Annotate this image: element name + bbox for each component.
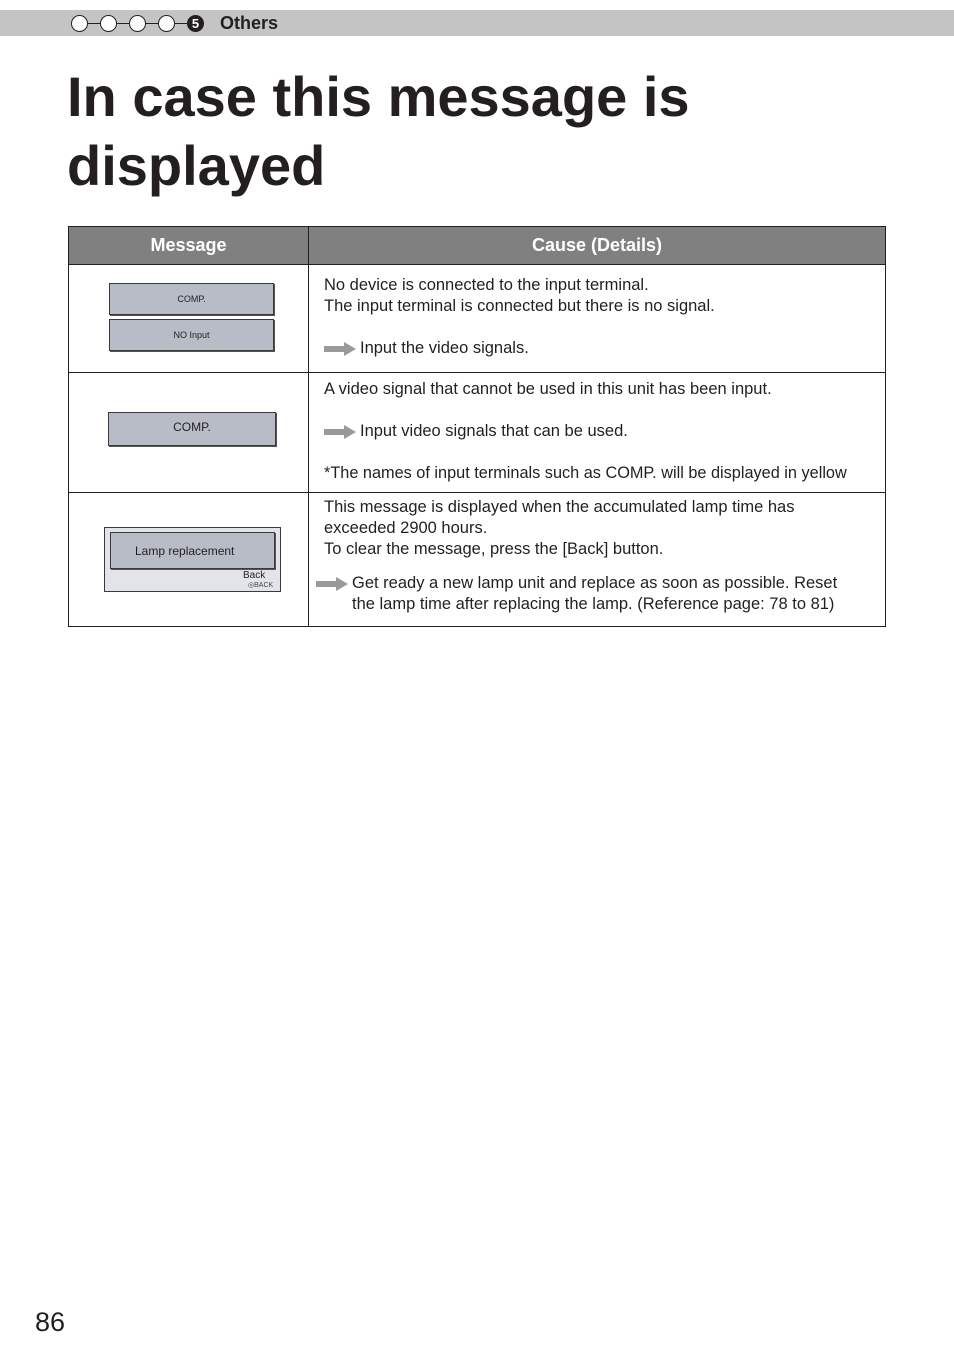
- step-circle: [158, 15, 175, 32]
- osd-lamp-dialog: [104, 527, 281, 592]
- osd-no-input-message: [109, 319, 274, 351]
- cause-cell: [309, 265, 886, 373]
- table-row: [69, 493, 886, 627]
- osd-input-label: [108, 412, 276, 446]
- cause-text: A video signal that cannot be used in this unit has been input.: [324, 380, 772, 398]
- cause-text: The input terminal is connected but there is no signal.: [324, 297, 715, 315]
- step-connector: [88, 23, 100, 24]
- section-name: Others: [220, 13, 279, 33]
- step-circle: [100, 15, 117, 32]
- arrow-right-icon: [324, 425, 356, 439]
- osd-lamp-message: [110, 532, 275, 569]
- cause-text: No device is connected to the input terminal.: [324, 276, 649, 294]
- step-circle: [71, 15, 88, 32]
- osd-text: COMP.: [173, 420, 211, 434]
- osd-back-label: Back: [243, 570, 266, 581]
- osd-text: Lamp replacement: [135, 543, 235, 558]
- note-text: *The names of input terminals such as COMP. will be displayed in yellow: [324, 464, 847, 482]
- osd-input-label: [109, 283, 274, 315]
- message-cell: [69, 493, 309, 627]
- column-header-message: Message: [69, 227, 309, 265]
- cause-text: To clear the message, press the [Back] button.: [324, 540, 664, 558]
- arrow-right-icon: [324, 342, 356, 356]
- step-circle: [129, 15, 146, 32]
- cause-text: This message is displayed when the accumulated lamp time has exceeded 2900 hours.: [324, 498, 795, 537]
- page-title: In case this message is displayed: [67, 65, 690, 197]
- action-line: [324, 338, 879, 359]
- chapter-step-indicator: [71, 12, 204, 34]
- step-connector: [146, 23, 158, 24]
- table-row: [69, 373, 886, 493]
- step-circle-active: 5: [187, 15, 204, 32]
- page-number: 86: [35, 1307, 66, 1337]
- message-cell: [69, 265, 309, 373]
- action-line: [324, 421, 879, 442]
- message-cell: [69, 373, 309, 493]
- action-text: Input video signals that can be used.: [360, 422, 628, 440]
- cause-cell: [309, 493, 886, 627]
- chapter-header-band: [0, 10, 954, 36]
- action-text: Input the video signals.: [360, 339, 529, 357]
- table-row: [69, 265, 886, 373]
- table-header-row: [69, 227, 886, 265]
- cause-cell: [309, 373, 886, 493]
- action-line: [316, 573, 879, 615]
- column-header-cause: Cause (Details): [309, 227, 886, 265]
- message-table: [68, 226, 886, 627]
- osd-text: NO Input: [173, 330, 210, 340]
- step-connector: [175, 23, 187, 24]
- osd-text: COMP.: [177, 294, 206, 304]
- step-connector: [117, 23, 129, 24]
- action-text: Get ready a new lamp unit and replace as soon as possible. Reset the lamp time after replacing the lamp. (Reference page: 78 to 81): [352, 574, 838, 613]
- arrow-right-icon: [316, 577, 348, 591]
- osd-back-button: ◎BACK: [248, 582, 274, 589]
